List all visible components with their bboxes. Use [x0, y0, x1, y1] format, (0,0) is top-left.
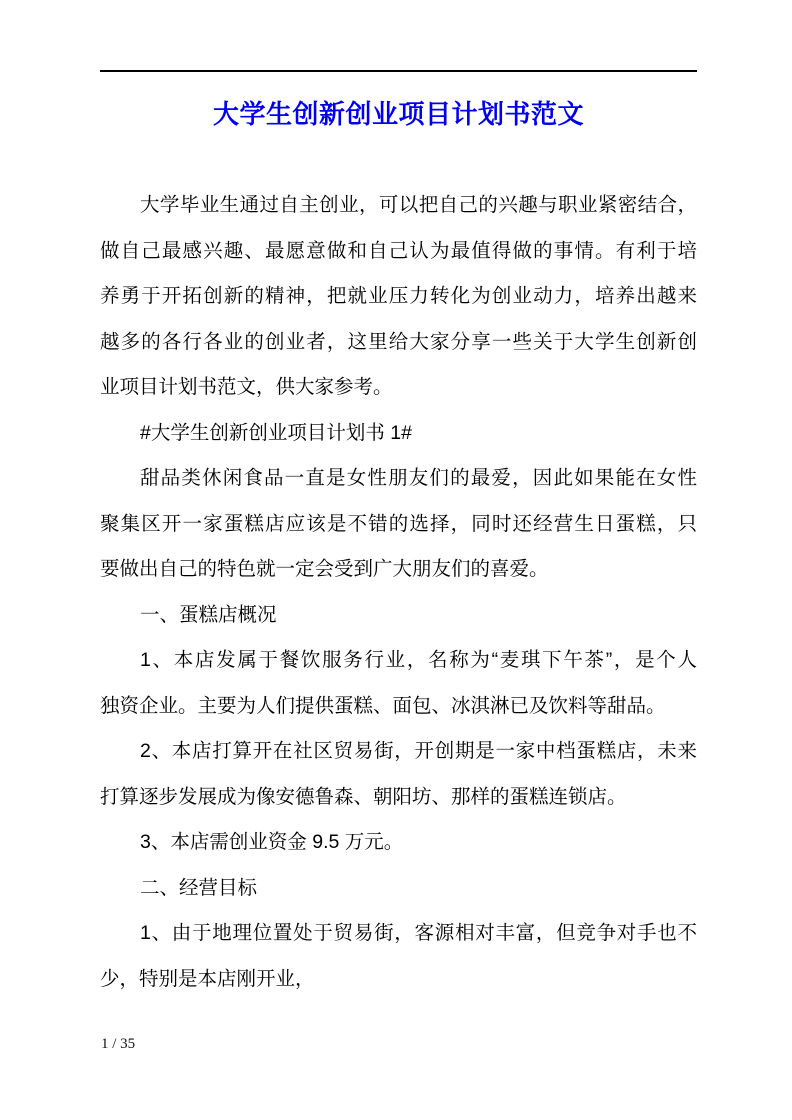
text-line: 一、蛋糕店概况: [140, 603, 277, 626]
text-line: 养勇于开拓创新的精神，把就业压力转化为创业动力，培养出越来: [100, 285, 697, 307]
text-line: 二、经营目标: [140, 876, 258, 899]
text-line: 做自己最感兴趣、最愿意做和自己认为最值得做的事情。有利于培: [100, 239, 697, 262]
text-line: 大学毕业生通过自主创业，可以把自己的兴趣与职业紧密结合，: [140, 194, 697, 216]
text-line: 甜品类休闲食品一直是女性朋友们的最爱，因此如果能在女性: [140, 467, 697, 489]
document-title: 大学生创新创业项目计划书范文: [212, 99, 584, 129]
document-body: [100, 183, 697, 1002]
text-line: 独资企业。主要为人们提供蛋糕、面包、冰淇淋已及饮料等甜品。: [100, 694, 666, 717]
header-rule: [100, 70, 697, 72]
text-line: 3、本店需创业资金 9.5 万元。: [140, 831, 404, 853]
text-line: 业项目计划书范文，供大家参考。: [100, 376, 393, 398]
text-line: #大学生创新创业项目计划书 1#: [140, 421, 412, 444]
text-line: 越多的各行各业的创业者，这里给大家分享一些关于大学生创新创: [100, 330, 697, 353]
text-line: 聚集区开一家蛋糕店应该是不错的选择，同时还经营生日蛋糕，只: [100, 512, 697, 535]
page-number: 1 / 35: [101, 1036, 136, 1052]
text-line: 打算逐步发展成为像安德鲁森、朝阳坊、那样的蛋糕连锁店。: [100, 785, 627, 808]
text-line: 要做出自己的特色就一定会受到广大朋友们的喜爱。: [100, 558, 549, 580]
text-line: 1、由于地理位置处于贸易街，客源相对丰富，但竞争对手也不: [140, 922, 697, 944]
text-line: 2、本店打算开在社区贸易街，开创期是一家中档蛋糕店，未来: [140, 740, 697, 762]
text-line: 少，特别是本店刚开业，: [100, 967, 315, 990]
text-line: 1、本店发属于餐饮服务行业，名称为“麦琪下午茶”，是个人: [140, 649, 697, 671]
